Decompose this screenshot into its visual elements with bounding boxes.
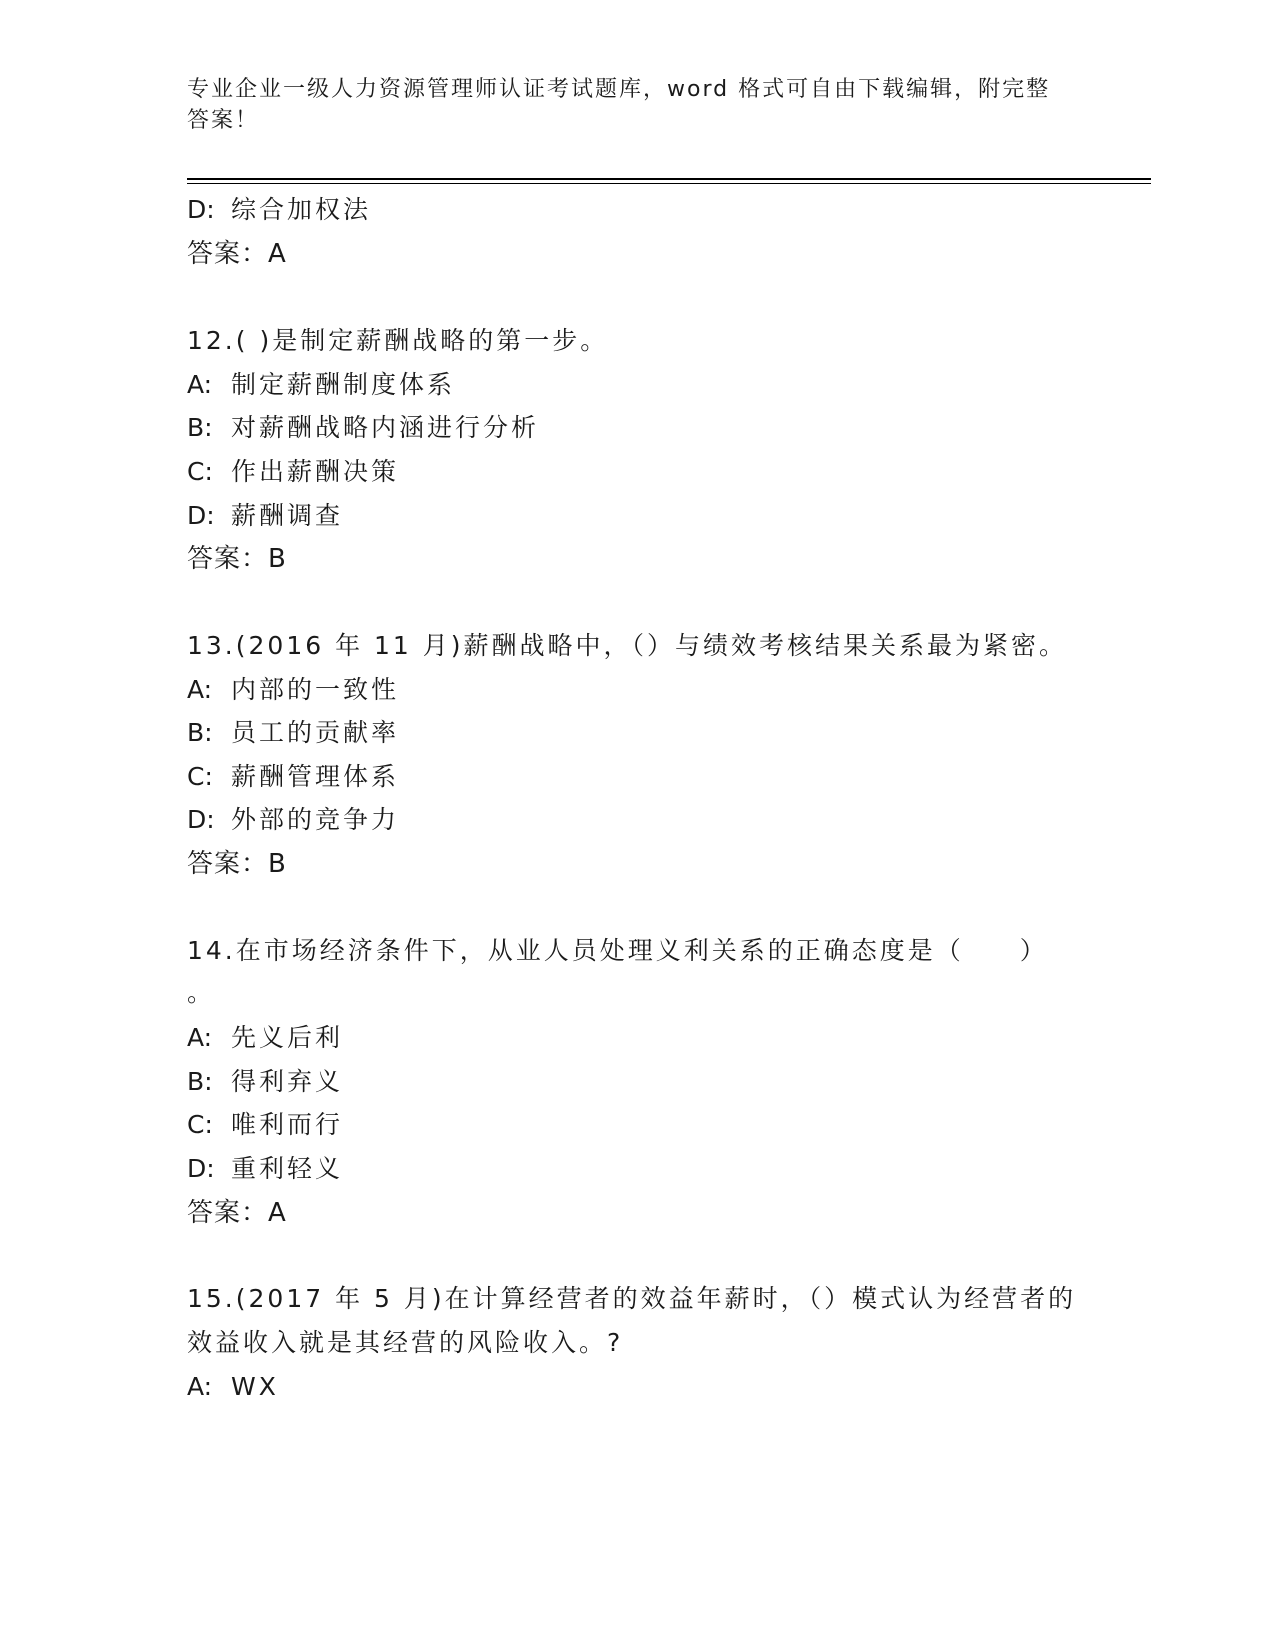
q14-stem-line-2: 。 [187,978,216,1007]
option-text: 作出薪酬决策 [231,457,400,486]
q15-stem-line-2: 效益收入就是其经营的风险收入。? [187,1328,624,1357]
option-text: 薪酬调查 [231,501,344,530]
header-line-2: 答案！ [187,108,260,133]
q14-option-d [187,1152,343,1186]
option-label: A: [187,1023,213,1052]
q15-stem-line-1: 15.(2017 年 5 月)在计算经营者的效益年薪时，（）模式认为经营者的 [187,1284,1077,1313]
option-label: D: [187,1154,215,1183]
option-text: 制定薪酬制度体系 [231,370,456,399]
option-label: D: [187,195,215,224]
option-label: B: [187,718,213,747]
q12-answer: 答案：B [187,544,287,574]
q12-option-d [187,499,343,533]
option-text: WX [231,1372,279,1401]
q12-stem: 12.( )是制定薪酬战略的第一步。 [187,326,609,355]
q11-answer: 答案：A [187,239,287,269]
header-rule-thin [187,183,1151,184]
q13-option-c [187,760,399,794]
q13-option-d [187,803,399,837]
option-label: D: [187,501,215,530]
q14-stem-line-1: 14.在市场经济条件下，从业人员处理义利关系的正确态度是（ ） [187,936,1048,965]
document-header [187,74,1067,136]
option-label: D: [187,805,215,834]
option-label: B: [187,413,213,442]
q12-option-a [187,368,455,402]
q12-option-b [187,411,539,445]
option-text: 内部的一致性 [231,675,400,704]
q13-answer: 答案：B [187,849,287,879]
option-label: A: [187,370,213,399]
q14-option-b [187,1065,343,1099]
q14-answer: 答案：A [187,1198,287,1228]
option-text: 薪酬管理体系 [231,762,400,791]
option-label: B: [187,1067,213,1096]
q14-option-c [187,1108,343,1142]
option-label: C: [187,762,213,791]
option-text: 唯利而行 [231,1110,344,1139]
option-text: 对薪酬战略内涵进行分析 [231,413,540,442]
option-text: 得利弃义 [231,1067,344,1096]
option-label: A: [187,675,213,704]
option-label: C: [187,1110,213,1139]
q15-option-a [187,1370,279,1404]
q14-option-a [187,1021,343,1055]
option-text: 外部的竞争力 [231,805,400,834]
q13-stem: 13.(2016 年 11 月)薪酬战略中，（）与绩效考核结果关系最为紧密。 [187,631,1068,660]
option-text: 重利轻义 [231,1154,344,1183]
header-line-1: 专业企业一级人力资源管理师认证考试题库，word 格式可自由下载编辑，附完整 [187,77,1051,102]
q13-option-b [187,716,399,750]
header-rule-thick [187,178,1151,180]
option-text: 员工的贡献率 [231,718,400,747]
q12-option-c [187,455,399,489]
q13-option-a [187,673,399,707]
option-text: 先义后利 [231,1023,344,1052]
option-text: 综合加权法 [231,195,372,224]
option-label: C: [187,457,213,486]
q11-option-d [187,193,371,227]
option-label: A: [187,1372,213,1401]
